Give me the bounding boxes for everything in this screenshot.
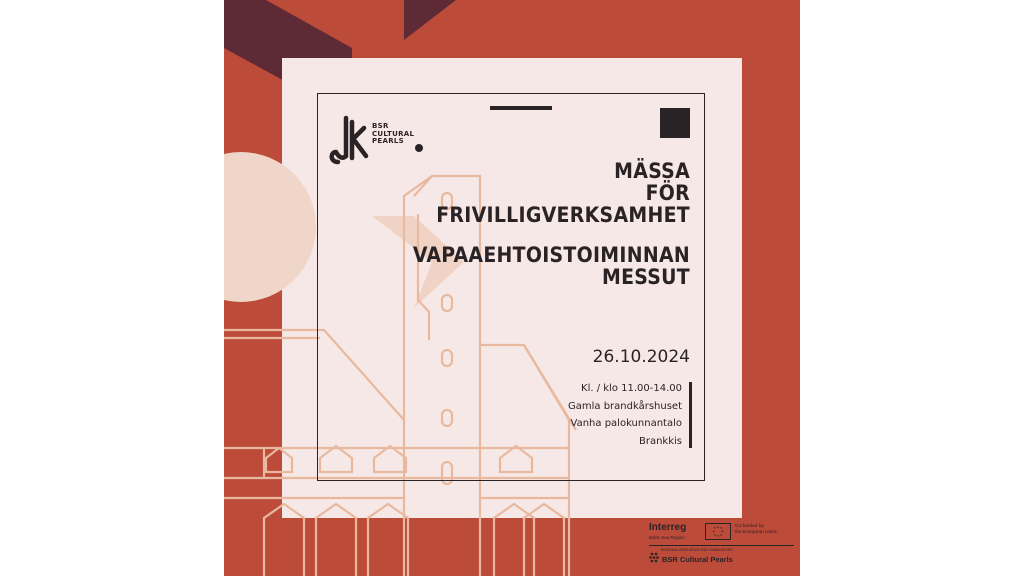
title-fi-line-1: VAPAAEHTOISTOIMINNAN [412, 243, 690, 267]
logo-line-2: CULTURAL [372, 129, 415, 138]
bsr-cultural-pearls-text: BSR Cultural Pearls [662, 555, 733, 564]
event-info [568, 380, 682, 450]
top-bar-decoration [490, 106, 552, 110]
sponsor-footer [649, 521, 799, 576]
title-fi-line-2: MESSUT [601, 265, 690, 289]
interreg-subtitle: Baltic Sea Region [649, 535, 685, 540]
info-vertical-bar [689, 382, 692, 448]
interreg-logo: Interreg [649, 522, 687, 533]
eu-line-2: the European Union [735, 530, 778, 535]
footer-divider [649, 545, 794, 546]
logo-text [372, 123, 432, 146]
square-decoration [660, 108, 690, 138]
eu-cofunded-text [735, 524, 795, 536]
event-poster [224, 0, 800, 576]
info-time: Kl. / klo 11.00-14.00 [581, 383, 682, 394]
info-venue-short: Brankkis [638, 435, 682, 447]
bsr-cultural-pearls-logo-icon [328, 112, 372, 168]
info-venue-sv: Gamla brandkårshuset [568, 400, 682, 412]
title-sv-line-3: FRIVILLIGVERKSAMHET [436, 203, 690, 227]
bsr-pearls-icon [649, 551, 660, 563]
info-venue-fi: Vanha palokunnantalo [570, 418, 682, 429]
eu-line-1: Co-funded by [735, 524, 764, 529]
title-sv-line-2: FÖR [645, 181, 690, 205]
event-date: 26.10.2024 [592, 347, 690, 367]
logo-line-3: PEARLS [372, 137, 405, 145]
eu-flag-icon [705, 523, 731, 540]
logo-line-1: BSR [372, 122, 389, 130]
event-title [413, 160, 690, 288]
title-sv-line-1: MÄSSA [614, 159, 690, 183]
footer-tiny-text: REGIONAL RESILIENCE AND COMMUNITIES [661, 548, 733, 552]
